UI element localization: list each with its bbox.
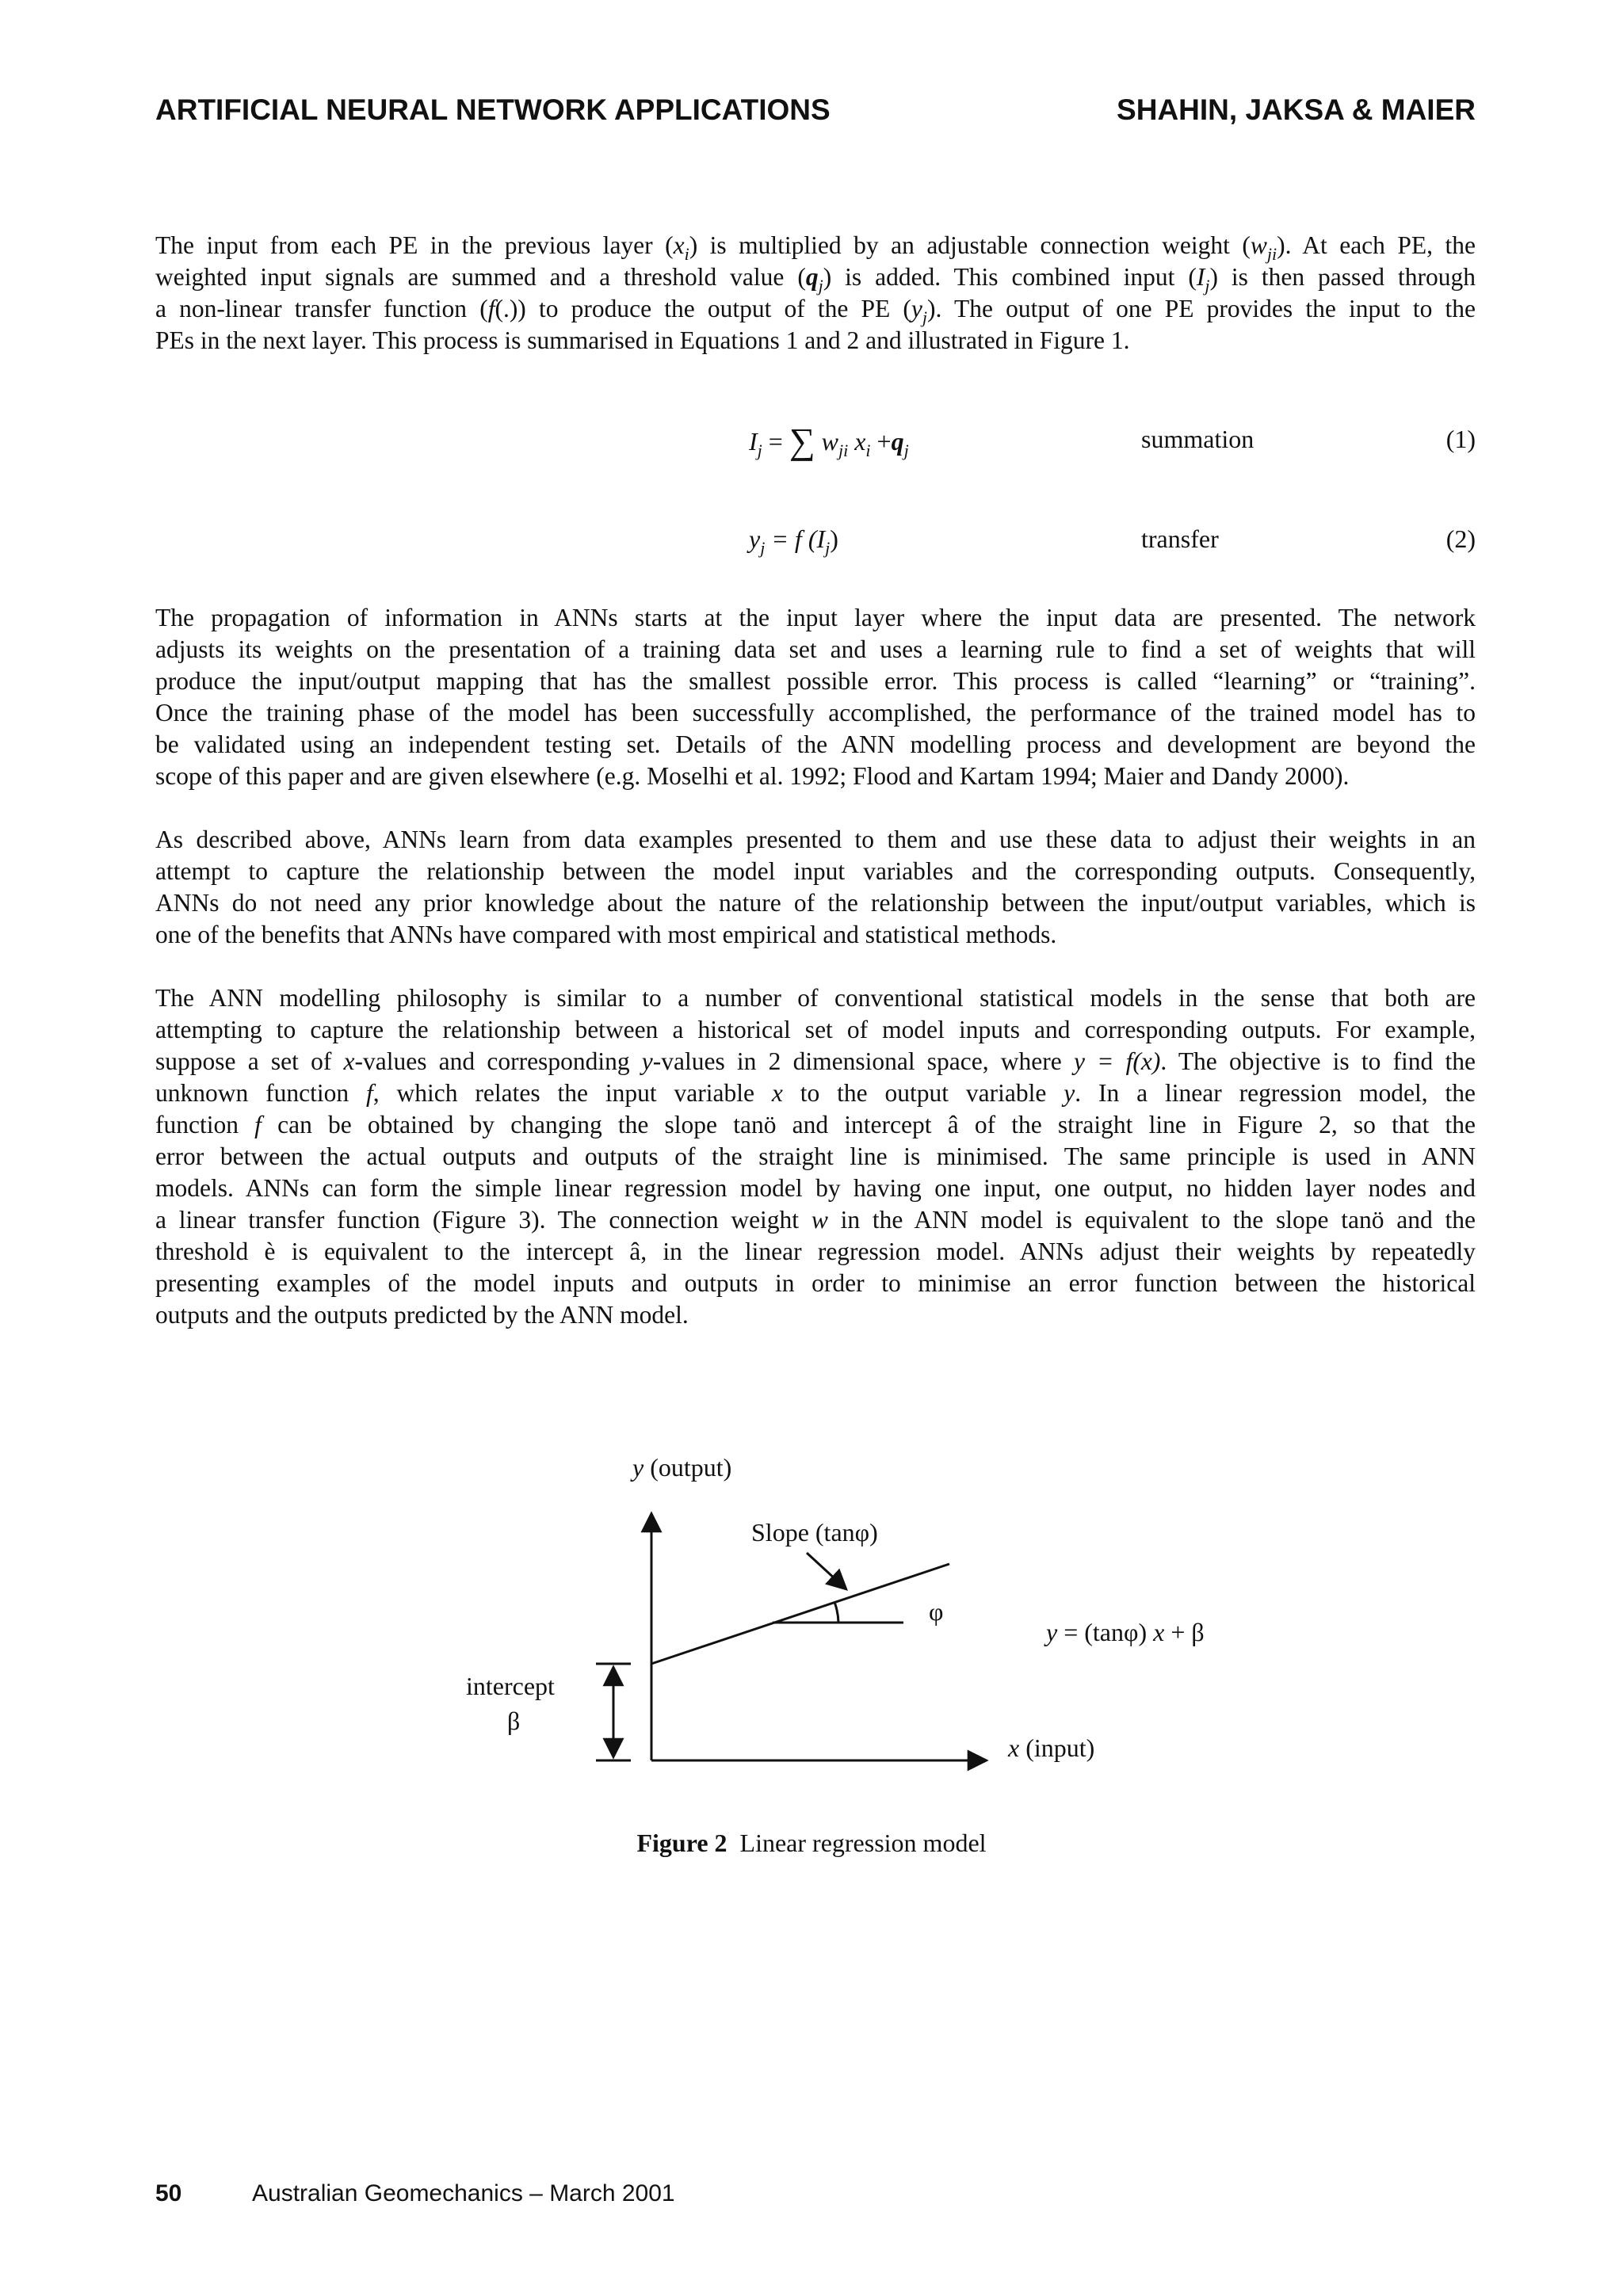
paragraph-2 [155, 602, 1476, 792]
para2-line-3: produce the input/output mapping that has the smallest possible error. This process is called “learning” or “training”. [155, 667, 1476, 695]
para2-line-4: Once the training phase of the model has been successfully accomplished, the performance of the trained model has to [155, 699, 1476, 727]
para4-line-3: suppose a set of x-values and corresponding y-values in 2 dimensional space, where y = f(x). The objective is to find the [155, 1047, 1476, 1075]
beta-label: β [507, 1707, 521, 1735]
figure-caption: Figure 2 Linear regression model [636, 1829, 987, 1857]
phi-label: φ [929, 1597, 944, 1626]
slope-pointer-arrow [807, 1553, 846, 1589]
para4-line-5: function f can be obtained by changing the slope tanö and intercept â of the straight line in Figure 2, so that the [155, 1111, 1476, 1138]
header-title: ARTIFICIAL NEURAL NETWORK APPLICATIONS [155, 93, 831, 126]
figure-2 [0, 1442, 1623, 1886]
para4-line-9: threshold è is equivalent to the intercept â, in the linear regression model. ANNs adjust their weights by repeatedly [155, 1238, 1476, 1265]
para3-line-1: As described above, ANNs learn from data examples presented to them and use these data to adjust their weights in an [155, 826, 1476, 853]
equation-2 [0, 524, 1623, 564]
regression-equation: y = (tanφ) x + β [1046, 1618, 1205, 1646]
para4-line-7: models. ANNs can form the simple linear regression model by having one input, one output, no hidden layer nodes and [155, 1174, 1476, 1202]
equation-2-math: $y_j = f$ $(I_j)$ [749, 524, 838, 558]
para4-line-1: The ANN modelling philosophy is similar to a number of conventional statistical models in the sense that both are [155, 984, 1476, 1012]
para1-line-4: PEs in the next layer. This process is summarised in Equations 1 and 2 and illustrated in Figure 1. [155, 326, 1130, 354]
paragraph-3 [155, 824, 1476, 951]
equation-2-number: (2) [1445, 524, 1476, 553]
para3-line-2: attempt to capture the relationship between the model input variables and the corresponding outputs. Consequently, [155, 857, 1476, 885]
y-axis-label: y (output) [632, 1453, 732, 1482]
equation-1 [0, 420, 1623, 460]
regression-diagram [0, 1442, 1623, 1822]
running-header [155, 93, 1476, 141]
intercept-label: intercept [466, 1672, 555, 1700]
angle-arc [834, 1602, 838, 1623]
paragraph-4 [155, 982, 1476, 1331]
regression-line [651, 1564, 949, 1664]
page-number: 50 [155, 2180, 182, 2206]
equation-1-math: $I_j$ = ∑ $w_{ji}$ $x_i +q_j$ [749, 421, 909, 461]
journal-name: Australian Geomechanics – March 2001 [252, 2180, 675, 2206]
x-axis-label: x (input) [1008, 1733, 1095, 1762]
equation-1-number: (1) [1445, 425, 1476, 453]
slope-label: Slope (tanφ) [751, 1518, 878, 1547]
para3-line-3: ANNs do not need any prior knowledge about the nature of the relationship between the input/output variables, which is [155, 889, 1476, 917]
para4-line-6: error between the actual outputs and outputs of the straight line is minimised. The same principle is used in ANN [155, 1142, 1476, 1170]
para4-line-2: attempting to capture the relationship between a historical set of model inputs and corresponding outputs. For example, [155, 1016, 1476, 1043]
para2-line-5: be validated using an independent testing set. Details of the ANN modelling process and development are beyond the [155, 730, 1476, 758]
para1-line-3: a non-linear transfer function (f(.)) to produce the output of the PE $(y_j)$. The output of one PE provides the input to the [155, 295, 1476, 327]
para3-line-4: one of the benefits that ANNs have compared with most empirical and statistical methods. [155, 921, 1057, 948]
page-footer [155, 2180, 675, 2207]
equation-1-label: summation [1141, 425, 1254, 453]
para1-line-1: The input from each PE in the previous layer $(x_i)$ is multiplied by an adjustable connection weight $(w_{ji})$. At each PE, the [155, 231, 1476, 264]
paragraph-1 [155, 230, 1476, 357]
para4-line-10: presenting examples of the model inputs and outputs in order to minimise an error function between the historical [155, 1269, 1476, 1297]
equation-2-label: transfer [1141, 524, 1219, 553]
header-authors: SHAHIN, JAKSA & MAIER [1117, 93, 1476, 126]
para2-line-1: The propagation of information in ANNs starts at the input layer where the input data are presented. The network [155, 604, 1476, 631]
para4-line-11: outputs and the outputs predicted by the ANN model. [155, 1301, 689, 1329]
para4-line-8: a linear transfer function (Figure 3). The connection weight w in the ANN model is equivalent to the slope tanö and the [155, 1206, 1476, 1234]
para2-line-6: scope of this paper and are given elsewhere (e.g. Moselhi et al. 1992; Flood and Kartam 1994; Maier and Dandy 2000). [155, 762, 1350, 790]
para1-line-2: weighted input signals are summed and a threshold value $(q_j)$ is added. This combined input $(I_j)$ is then passed through [155, 263, 1476, 296]
para2-line-2: adjusts its weights on the presentation of a training data set and uses a learning rule to find a set of weights that will [155, 635, 1476, 663]
para4-line-4: unknown function f, which relates the input variable x to the output variable y. In a linear regression model, the [155, 1079, 1476, 1107]
